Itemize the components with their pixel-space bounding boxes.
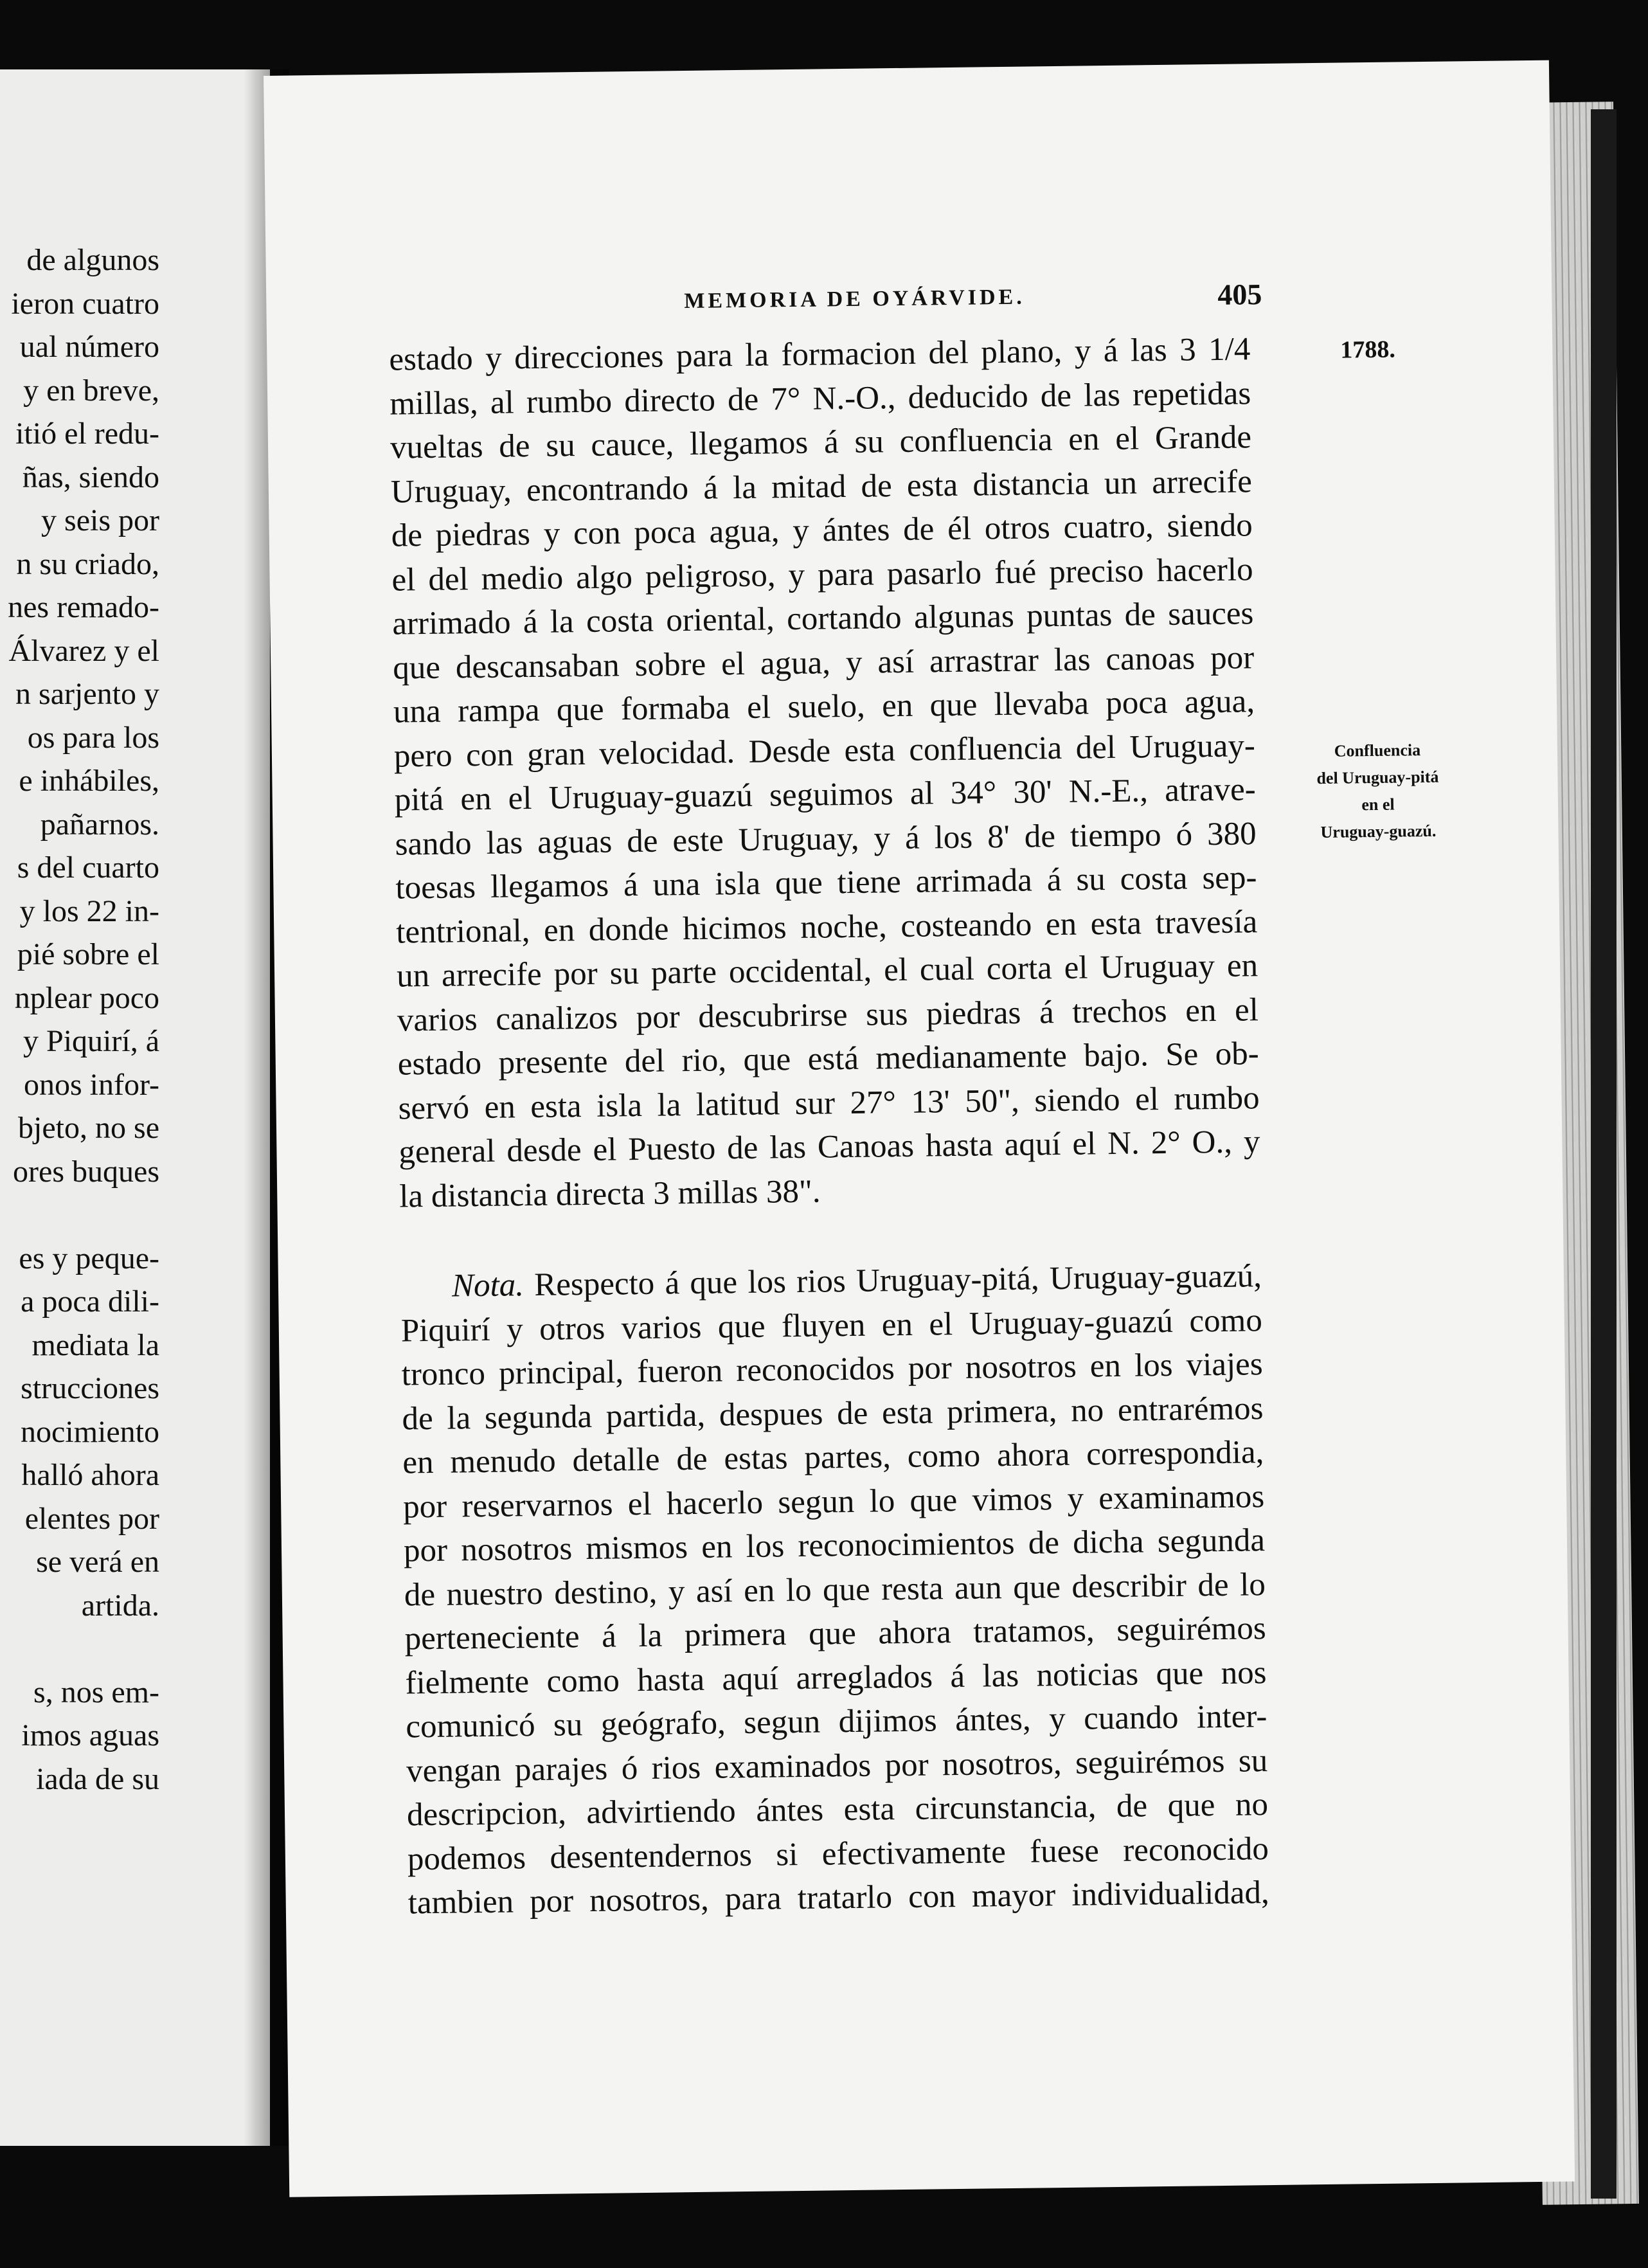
margin-note-line: en el bbox=[1361, 795, 1395, 815]
body-line: millas, al rumbo directo de 7° N.-O., deducido de las repetidas bbox=[389, 375, 1251, 422]
body-line: comunicó su geógrafo, segun dijimos ántes, y cuando inter- bbox=[406, 1698, 1267, 1745]
body-line: vengan parajes ó rios examinados por nosotros, seguirémos su bbox=[406, 1742, 1268, 1789]
left-page-line: ual número bbox=[19, 330, 159, 364]
body-line: general desde el Puesto de las Canoas hasta aquí el N. 2° O., y bbox=[399, 1124, 1260, 1171]
body-line: podemos desentendernos si efectivamente fuese reconocido bbox=[407, 1830, 1269, 1877]
margin-note-line: del Uruguay-pitá bbox=[1316, 767, 1439, 788]
left-page-line: Álvarez y el bbox=[8, 633, 159, 668]
body-line: tronco principal, fueron reconocidos por nosotros en los viajes bbox=[401, 1346, 1263, 1393]
left-page-line: y los 22 in- bbox=[19, 894, 159, 928]
body-line: la distancia directa 3 millas 38". bbox=[399, 1173, 821, 1215]
left-page-line: artida. bbox=[81, 1588, 159, 1623]
left-page-line: itió el redu- bbox=[15, 417, 159, 451]
left-page-line: strucciones bbox=[21, 1371, 159, 1405]
left-page-line: n su criado, bbox=[16, 546, 159, 581]
body-line: por reservarnos el hacerlo segun lo que vimos y examinamos bbox=[402, 1478, 1265, 1526]
margin-note-line: Confluencia bbox=[1334, 741, 1421, 760]
left-page bbox=[0, 69, 270, 2146]
left-page-line: halló ahora bbox=[21, 1458, 159, 1492]
body-line: varios canalizos por descubrirse sus piedras á trechos en el bbox=[397, 991, 1259, 1039]
left-page-line: onos infor- bbox=[23, 1067, 159, 1102]
left-page-line: mediata la bbox=[31, 1328, 159, 1362]
body-line: perteneciente á la primera que ahora tratamos, seguirémos bbox=[404, 1610, 1266, 1657]
left-page-line: y Piquirí, á bbox=[23, 1024, 159, 1058]
left-page-line: ñas, siendo bbox=[22, 460, 159, 494]
body-line: Piquirí y otros varios que fluyen en el Uruguay-guazú como bbox=[400, 1302, 1263, 1349]
body-line: una rampa que formaba el suelo, en que llevaba poca agua, bbox=[393, 683, 1255, 730]
left-page-line: os para los bbox=[27, 720, 159, 755]
body-line: que descansaban sobre el agua, y así arrastrar las canoas por bbox=[392, 639, 1255, 687]
page-header bbox=[266, 279, 1552, 333]
margin-year: 1788. bbox=[1340, 336, 1396, 364]
body-line: por nosotros mismos en los reconocimientos de dicha segunda bbox=[403, 1522, 1266, 1569]
body-line: sando las aguas de este Uruguay, y á los 8' de tiempo ó 380 bbox=[395, 815, 1257, 863]
left-page-line: s, nos em- bbox=[33, 1675, 159, 1709]
left-page-line: e inhábiles, bbox=[19, 764, 159, 798]
body-line: fielmente como hasta aquí arreglados á las noticias que nos bbox=[405, 1654, 1267, 1701]
left-page-line: n sarjento y bbox=[15, 677, 159, 711]
left-page-line: pañarnos. bbox=[40, 807, 159, 842]
left-page-line: ores buques bbox=[13, 1154, 159, 1189]
body-line: estado presente del rio, que está medianamente bajo. Se ob- bbox=[397, 1036, 1260, 1083]
left-page-line: y en breve, bbox=[23, 373, 159, 408]
body-line: de piedras y con poca agua, y ántes de él otros cuatro, siendo bbox=[391, 507, 1253, 554]
body-line: arrimado á la costa oriental, cortando algunas puntas de sauces bbox=[392, 595, 1254, 642]
body-line: pero con gran velocidad. Desde esta confluencia del Uruguay- bbox=[393, 727, 1256, 775]
left-page-line: y seis por bbox=[41, 503, 159, 537]
body-line: toesas llegamos á una isla que tiene arrimada á su costa sep- bbox=[395, 860, 1257, 906]
left-page-line: pié sobre el bbox=[17, 937, 159, 971]
left-page-line: es y peque- bbox=[19, 1241, 159, 1275]
body-line: Uruguay, encontrando á la mitad de esta distancia un arrecife bbox=[390, 463, 1253, 510]
left-page-line: iada de su bbox=[36, 1761, 159, 1796]
nota-label: Nota. bbox=[451, 1267, 524, 1304]
left-page-line: a poca dili- bbox=[21, 1284, 159, 1318]
body-line: pitá en el Uruguay-guazú seguimos al 34° 30' N.-E., atrave- bbox=[394, 771, 1257, 818]
left-page-line: se verá en bbox=[36, 1545, 159, 1579]
body-line: servó en esta isla la latitud sur 27° 13' 50", siendo el rumbo bbox=[398, 1079, 1260, 1127]
page-number: 405 bbox=[1217, 278, 1262, 311]
left-page-line: nes remado- bbox=[8, 590, 159, 624]
body-line: el del medio algo peligroso, y para pasarlo fué preciso hacerlo bbox=[391, 551, 1253, 598]
margin-note-line: Uruguay-guazú. bbox=[1320, 821, 1437, 842]
body-line: tentrional, en donde hicimos noche, costeando en esta travesía bbox=[395, 903, 1258, 951]
page-edge-shadow bbox=[1591, 109, 1617, 2199]
body-line: de nuestro destino, y así en lo que resta aun que describir de lo bbox=[404, 1566, 1266, 1614]
left-page-line: s del cuarto bbox=[17, 851, 159, 885]
body-line: un arrecife por su parte occidental, el cual corta el Uruguay en bbox=[396, 948, 1258, 995]
running-head: MEMORIA DE OYÁRVIDE. bbox=[684, 285, 1025, 314]
left-page-line: nplear poco bbox=[14, 980, 159, 1015]
left-page-line: ieron cuatro bbox=[11, 286, 159, 321]
body-line: estado y direcciones para la formacion del plano, y á las 3 1/4 bbox=[389, 331, 1251, 378]
left-page-line: de algunos bbox=[26, 243, 159, 277]
right-page bbox=[264, 60, 1575, 2197]
body-line: descripcion, advirtiendo ántes esta circunstancia, de que no bbox=[406, 1787, 1269, 1833]
left-page-line: nocimiento bbox=[21, 1414, 159, 1449]
left-page-line: imos aguas bbox=[21, 1718, 159, 1752]
body-line: vueltas de su cauce, llegamos á su confluencia en el Grande bbox=[390, 419, 1252, 466]
body-line: tambien por nosotros, para tratarlo con mayor individualidad, bbox=[408, 1875, 1269, 1922]
left-page-line: elentes por bbox=[24, 1501, 159, 1536]
nota-first-line: Respecto á que los rios Uruguay-pitá, Uruguay-guazú, bbox=[523, 1258, 1262, 1304]
body-line: de la segunda partida, despues de esta primera, no entrarémos bbox=[402, 1390, 1264, 1437]
body-line: en menudo detalle de estas partes, como ahora correspondia, bbox=[402, 1434, 1264, 1481]
left-page-line: bjeto, no se bbox=[18, 1111, 159, 1145]
